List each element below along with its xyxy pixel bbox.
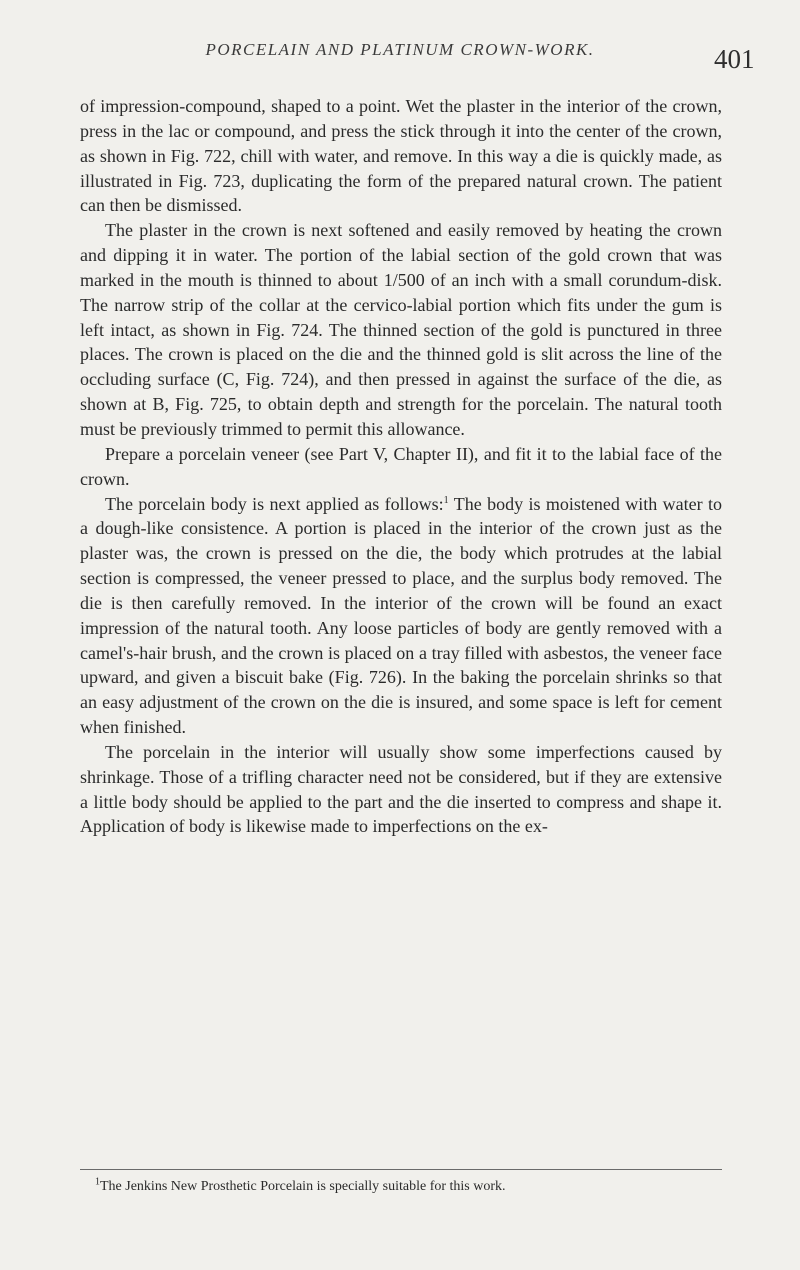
paragraph-1: of impression-compound, shaped to a point. Wet the plaster in the interior of the crown, press in the lac or compound, and press the stick through it into the center of the crown, as shown in Fig. 722, chill with water, and remove. In this way a die is quickly made, as illustrated in Fig. 723, duplicating the form of the prepared natural crown. The patient can then be dismissed. (80, 96, 722, 216)
paragraph-3: Prepare a porcelain veneer (see Part V, Chapter II), and fit it to the labial face of the crown. (80, 443, 722, 489)
paragraph-4 (80, 492, 722, 740)
footnote-marker: 1 (95, 1176, 100, 1188)
footnote (80, 1178, 722, 1196)
footnote-rule (80, 1169, 722, 1170)
body-text (80, 94, 722, 839)
footnote-text: The Jenkins New Prosthetic Porcelain is specially suitable for this work. (100, 1179, 506, 1194)
paragraph-2: The plaster in the crown is next softened and easily removed by heating the crown and dipping it in water. The portion of the labial section of the gold crown that was marked in the mouth is thinned to about 1/500 of an inch with a small corundum-disk. The narrow strip of the collar at the cervico-labial portion which fits under the gum is left intact, as shown in Fig. 724. The thinned section of the gold is punctured in three places. The crown is placed on the die and the thinned gold is slit across the line of the occluding surface (C, Fig. 724), and then pressed in against the surface of the die, as shown at B, Fig. 725, to obtain depth and strength for the porcelain. The natural tooth must be previously trimmed to permit this allowance. (80, 220, 722, 439)
paragraph-4-rest: The body is moistened with water to a dough-like consistence. A portion is placed in the interior of the crown just as the plaster was, the crown is pressed on the die, the body which protrudes at the labial section is compressed, the veneer pressed to place, and the surplus body removed. The die is then carefully removed. In the interior of the crown will be found an exact impression of the natural tooth. Any loose particles of body are gently removed with a camel's-hair brush, and the crown is placed on a tray filled with asbestos, the veneer face upward, and given a biscuit bake (Fig. 726). In the baking the porcelain shrinks so that an easy adjustment of the crown on the die is insured, and some space is left for cement when finished. (80, 493, 723, 738)
page-number: 401 (714, 44, 755, 74)
paragraph-4-lead: The porcelain body is next applied as follows: (105, 493, 444, 514)
footnote-reference: 1 (443, 494, 449, 506)
paragraph-5: The porcelain in the interior will usually show some imperfections caused by shrinkage. Those of a trifling character need not be considered, but if they are extensive a little body should be applied to the part and the die inserted to compress and shape it. Application of body is likewise made to imperfections on the ex- (80, 741, 722, 837)
running-title: PORCELAIN AND PLATINUM CROWN-WORK. (205, 40, 595, 59)
